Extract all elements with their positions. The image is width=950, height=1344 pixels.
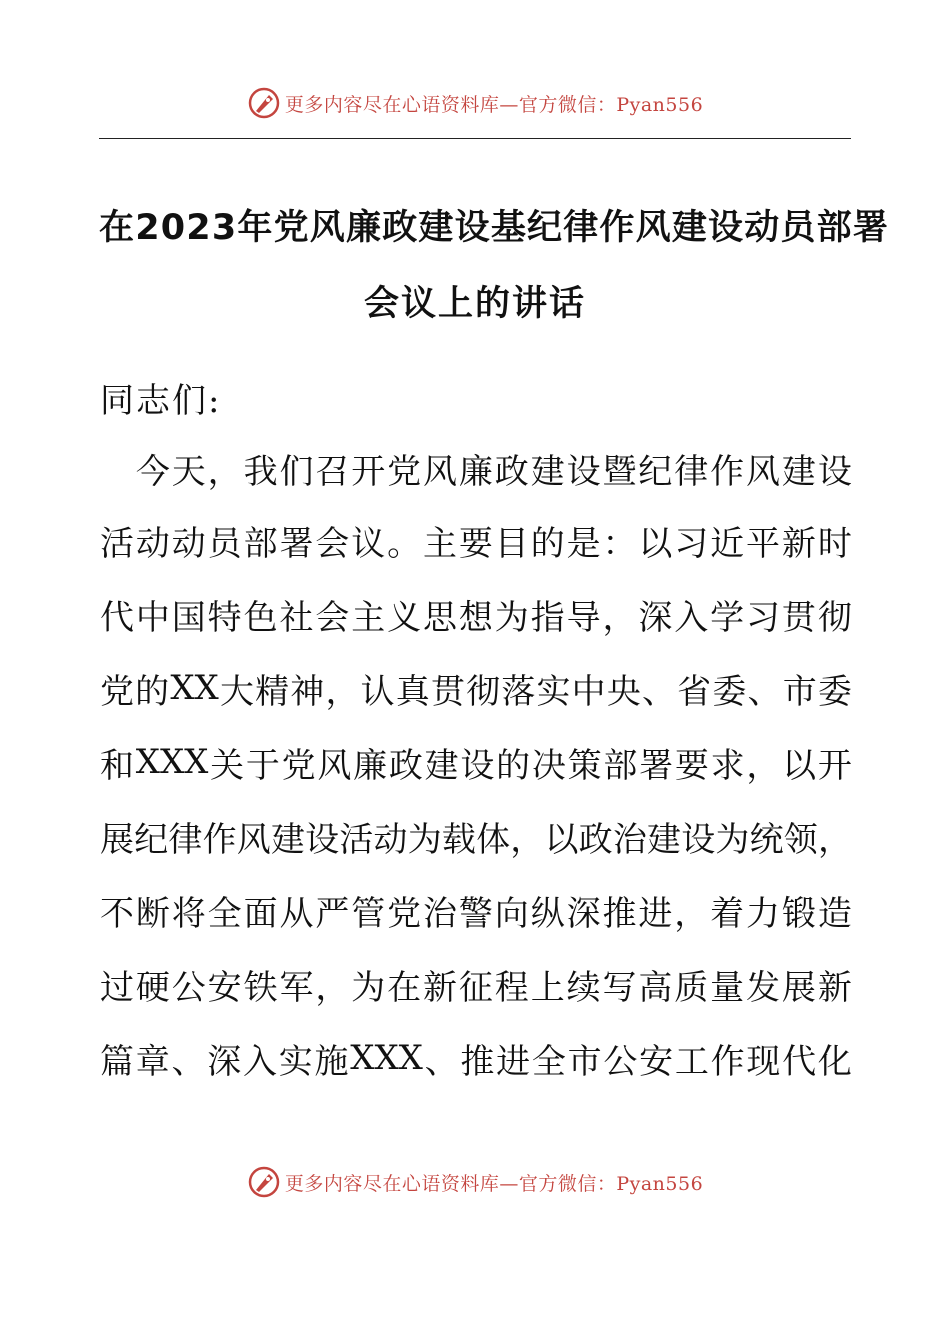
header-banner — [0, 83, 950, 123]
header-divider — [99, 138, 851, 139]
salutation: 同志们: — [100, 381, 222, 421]
body-line: 过 硬 公 安 铁 军 ， 为 在 新 征 程 上 续 写 高 质 量 发 展 新 — [100, 967, 852, 1008]
body-line: 代 中 国 特 色 社 会 主 义 思 想 为 指 导 ， 深 入 学 习 贯 彻 — [100, 597, 852, 638]
pen-nib-logo-icon — [247, 86, 281, 120]
body-line: 今 天 ， 我 们 召 开 党 风 廉 政 建 设 暨 纪 律 作 风 建 设 — [135, 451, 852, 492]
footer-banner — [0, 1162, 950, 1202]
footer-banner-text: 更多内容尽在心语资料库—官方微信：Pyan556 — [284, 1172, 704, 1195]
body-line: 展 纪 律 作 风 建 设 活 动 为 载 体 ， 以 政 治 建 设 为 统 领 ， — [100, 819, 852, 860]
body-line: 党 的 XX 大 精 神 ， 认 真 贯 彻 落 实 中 央 、 省 委 、 市 委 — [100, 668, 852, 712]
body-line: 不 断 将 全 面 从 严 管 党 治 警 向 纵 深 推 进 ， 着 力 锻 造 — [100, 893, 852, 934]
header-banner-text: 更多内容尽在心语资料库—官方微信：Pyan556 — [284, 93, 704, 116]
body-line: 篇 章 、 深 入 实 施 XXX 、 推 进 全 市 公 安 工 作 现 代 化 — [100, 1038, 852, 1082]
pen-nib-logo-icon — [247, 1165, 281, 1199]
body-line: 活 动 动 员 部 署 会 议 。 主 要 目 的 是 ： 以 习 近 平 新 时 — [100, 523, 852, 564]
document-title-line-2: 会议上的讲话 — [363, 284, 586, 324]
document-title-line-1: 在2023年党风廉政建设基纪律作风建设动员部署 — [99, 208, 890, 248]
body-line: 和 XXX 关 于 党 风 廉 政 建 设 的 决 策 部 署 要 求 ， 以 开 — [100, 742, 852, 786]
